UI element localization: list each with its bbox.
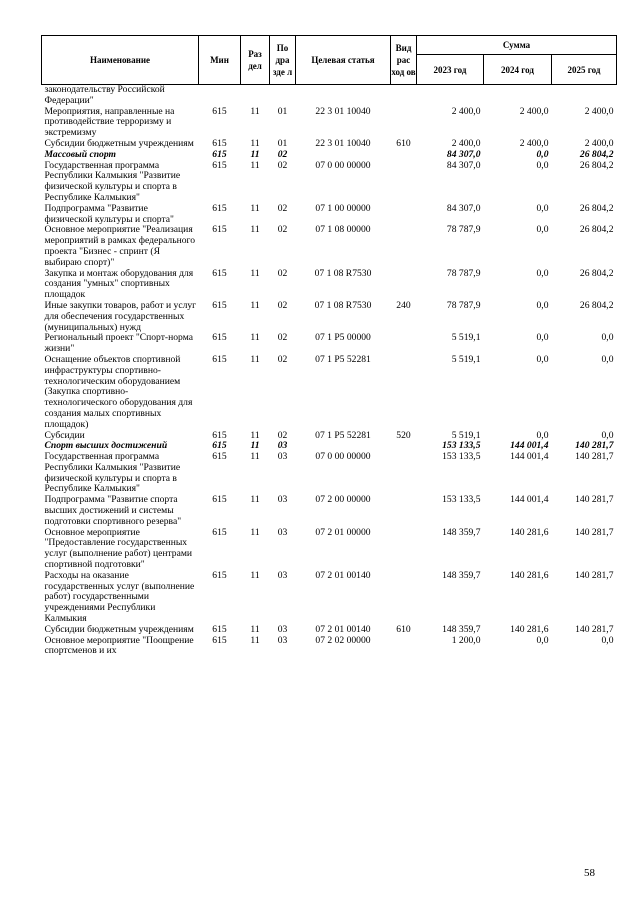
- row-podrazdel: 02: [277, 148, 288, 160]
- row-razdel: 11: [250, 332, 260, 344]
- row-podrazdel: 02: [277, 224, 288, 236]
- row-sum-2024: 0,0: [536, 429, 549, 441]
- row-vid: [391, 269, 417, 301]
- row-sum-2024: 0,0: [536, 159, 549, 171]
- row-target: 07 1 P5 52281: [315, 429, 371, 441]
- row-min: 615: [212, 451, 227, 463]
- row-vid: 240: [396, 299, 411, 311]
- row-sum-2025: 26 804,2: [579, 299, 614, 311]
- row-sum-2023: 2 400,0: [451, 105, 481, 117]
- row-sum-2025: 2 400,0: [584, 137, 614, 149]
- row-sum-2025: 26 804,2: [579, 224, 614, 236]
- row-razdel: 11: [250, 137, 260, 149]
- row-sum-2025: 0,0: [601, 429, 614, 441]
- row-sum-2023: 5 519,1: [451, 332, 481, 344]
- row-sum-2024: 0,0: [536, 332, 549, 344]
- row-target: 07 2 02 00000: [315, 634, 371, 646]
- row-podrazdel: 03: [277, 494, 288, 506]
- row-min: 615: [212, 105, 227, 117]
- row-min: 615: [212, 634, 227, 646]
- row-min: 615: [212, 353, 227, 365]
- row-name: законодательству Российской Федерации": [44, 84, 165, 106]
- row-min: 615: [212, 332, 227, 344]
- row-sum-2023: 5 519,1: [451, 429, 481, 441]
- row-sum-2023: 84 307,0: [446, 148, 481, 160]
- row-razdel: 11: [250, 569, 260, 581]
- row-sum-2023: 84 307,0: [446, 159, 481, 171]
- row-sum-2025: 26 804,2: [579, 202, 614, 214]
- table-row: [42, 333, 617, 355]
- row-target: 07 1 P5 00000: [315, 332, 371, 344]
- row-target: 22 3 01 10040: [315, 137, 371, 149]
- header-year-2023: 2023 год: [417, 55, 484, 85]
- row-podrazdel: 02: [277, 299, 288, 311]
- row-razdel: 11: [250, 451, 260, 463]
- row-razdel: 11: [250, 148, 260, 160]
- row-name: Субсидии бюджетным учреждениям: [44, 137, 194, 149]
- row-vid: 520: [396, 429, 411, 441]
- row-sum-2025: 0,0: [601, 332, 614, 344]
- row-name: Иные закупки товаров, работ и услуг для обеспечения государственных (муниципальных) нужд: [44, 299, 197, 333]
- row-sum-2023: 78 787,9: [446, 299, 481, 311]
- row-min: 615: [212, 429, 227, 441]
- row-vid: 610: [396, 623, 411, 635]
- row-sum-2023: 148 359,7: [442, 526, 481, 538]
- row-vid: [391, 107, 417, 139]
- row-target: 07 2 00 00000: [315, 494, 371, 506]
- row-target: [296, 150, 391, 161]
- row-razdel: 11: [250, 440, 260, 452]
- table-row: [42, 528, 617, 571]
- table-row: [42, 269, 617, 301]
- row-vid: [391, 452, 417, 495]
- row-target: 07 1 00 00000: [315, 202, 371, 214]
- row-podrazdel: 03: [277, 623, 288, 635]
- row-min: 615: [212, 623, 227, 635]
- header-target: Целевая статья: [296, 36, 391, 85]
- row-sum-2023: 5 519,1: [451, 353, 481, 365]
- table-row: [42, 355, 617, 431]
- header-vid: Вид рас ход ов: [391, 36, 417, 85]
- row-min: 615: [212, 299, 227, 311]
- table-body: [42, 85, 617, 658]
- row-sum-2024: 0,0: [536, 224, 549, 236]
- row-podrazdel: 02: [277, 159, 288, 171]
- row-sum-2025: 140 281,7: [575, 451, 614, 463]
- row-razdel: 11: [250, 353, 260, 365]
- row-sum-2023: 153 133,5: [442, 451, 481, 463]
- row-min: 615: [212, 224, 227, 236]
- row-vid: 610: [396, 137, 411, 149]
- row-name: Субсидии бюджетным учреждениям: [44, 623, 194, 635]
- row-sum-2023: 2 400,0: [451, 137, 481, 149]
- row-min: 615: [212, 148, 227, 160]
- row-sum-2024: 144 001,4: [510, 451, 549, 463]
- row-name: Основное мероприятие "Поощрение спортсменов и их: [44, 634, 194, 657]
- row-target: [296, 85, 391, 107]
- row-sum-2024: 140 281,6: [510, 623, 549, 635]
- row-vid: [391, 636, 417, 658]
- header-min: Мин: [199, 36, 241, 85]
- row-target: 07 0 00 00000: [315, 159, 371, 171]
- row-target: 07 2 01 00140: [315, 623, 371, 635]
- row-sum-2024: 0,0: [536, 148, 549, 160]
- row-min: 615: [212, 159, 227, 171]
- row-target: 07 1 08 R7530: [314, 299, 372, 311]
- row-podrazdel: 02: [277, 332, 288, 344]
- row-name: Государственная программа Республики Калмыкия "Развитие физической культуры и спорта в Республике Калмыкия": [44, 159, 181, 203]
- row-sum-2025: 140 281,7: [575, 569, 614, 581]
- row-name: Основное мероприятие "Предоставление государственных услуг (выполнение работ) центрами спортивной подготовки": [44, 526, 193, 571]
- row-vid: [391, 571, 417, 625]
- row-sum-2025: 140 281,7: [575, 440, 614, 452]
- row-razdel: 11: [250, 299, 260, 311]
- row-vid: [391, 441, 417, 452]
- row-min: [199, 85, 241, 107]
- row-sum-2023: 153 133,5: [442, 494, 481, 506]
- row-razdel: 11: [250, 494, 260, 506]
- row-razdel: 11: [250, 224, 260, 236]
- row-target: 07 2 01 00000: [315, 526, 371, 538]
- row-target: 22 3 01 10040: [315, 105, 371, 117]
- section-row: [42, 150, 617, 161]
- row-min: 615: [212, 202, 227, 214]
- table-row: [42, 85, 617, 107]
- row-razdel: 11: [250, 623, 260, 635]
- row-vid: [391, 333, 417, 355]
- row-target: 07 1 08 R7530: [314, 267, 372, 279]
- row-sum-2023: 78 787,9: [446, 267, 481, 279]
- budget-table: [41, 35, 617, 657]
- row-min: 615: [212, 440, 227, 452]
- row-razdel: 11: [250, 159, 260, 171]
- row-sum-2024: 0,0: [536, 353, 549, 365]
- row-vid: [391, 150, 417, 161]
- row-name: Подпрограмма "Развитие физической культуры и спорта": [44, 202, 174, 225]
- row-target: 07 0 00 00000: [315, 451, 371, 463]
- table-row: [42, 139, 617, 150]
- row-target: 07 1 P5 52281: [315, 353, 371, 365]
- row-sum-2024: 140 281,6: [510, 526, 549, 538]
- row-name: Мероприятия, направленные на противодействие терроризму и экстремизму: [44, 105, 175, 139]
- row-sum-2024: 0,0: [536, 634, 549, 646]
- table-row: [42, 571, 617, 625]
- table-row: [42, 636, 617, 658]
- row-sum-2023: 148 359,7: [442, 569, 481, 581]
- header-razdel: Раз дел: [241, 36, 270, 85]
- row-sum-2025: 140 281,7: [575, 623, 614, 635]
- row-sum-2025: 140 281,7: [575, 526, 614, 538]
- row-name: Основное мероприятие "Реализация мероприятий в рамках федерального проекта "Бизнес - спринт (Я выбираю спорт)": [44, 224, 195, 268]
- row-sum-2023: 148 359,7: [442, 623, 481, 635]
- row-min: 615: [212, 267, 227, 279]
- budget-document: [41, 35, 616, 657]
- row-sum-2025: 26 804,2: [579, 159, 614, 171]
- row-target: 07 2 01 00140: [315, 569, 371, 581]
- header-year-2024: 2024 год: [484, 55, 552, 85]
- row-sum-2025: 26 804,2: [579, 267, 614, 279]
- row-name: Субсидии: [44, 429, 85, 441]
- row-sum-2025: 2 400,0: [584, 105, 614, 117]
- row-sum-2023: 84 307,0: [446, 202, 481, 214]
- row-sum-2025: 0,0: [601, 634, 614, 646]
- row-razdel: 11: [250, 634, 260, 646]
- row-sum-2025: [552, 85, 617, 107]
- row-name: Массовый спорт: [44, 148, 116, 160]
- row-name: Закупка и монтаж оборудования для создания "умных" спортивных площадок: [44, 267, 194, 301]
- row-sum-2024: 144 001,4: [510, 494, 549, 506]
- row-min: 615: [212, 526, 227, 538]
- row-min: 615: [212, 569, 227, 581]
- header-name: Наименование: [42, 36, 199, 85]
- row-vid: [391, 161, 417, 204]
- table-row: [42, 225, 617, 268]
- row-sum-2023: 1 200,0: [451, 634, 481, 646]
- row-sum-2024: 144 001,4: [510, 440, 549, 452]
- row-podrazdel: 03: [277, 451, 288, 463]
- row-razdel: 11: [250, 202, 260, 214]
- row-vid: [391, 225, 417, 268]
- header-podrazdel: По дра зде л: [270, 36, 296, 85]
- row-sum-2024: 0,0: [536, 299, 549, 311]
- row-podrazdel: 01: [277, 105, 288, 117]
- table-header: [42, 36, 617, 85]
- row-sum-2024: 0,0: [536, 202, 549, 214]
- row-vid: [391, 495, 417, 527]
- row-name: Спорт высших достижений: [44, 440, 168, 452]
- row-sum-2023: [417, 85, 484, 107]
- row-sum-2023: 78 787,9: [446, 224, 481, 236]
- header-year-2025: 2025 год: [552, 55, 617, 85]
- table-row: [42, 204, 617, 226]
- row-sum-2025: 0,0: [601, 353, 614, 365]
- table-row: [42, 495, 617, 527]
- row-podrazdel: 03: [277, 634, 288, 646]
- row-podrazdel: 03: [277, 440, 288, 452]
- row-sum-2025: 140 281,7: [575, 494, 614, 506]
- row-sum-2024: 2 400,0: [519, 105, 549, 117]
- table-row: [42, 161, 617, 204]
- row-razdel: 11: [250, 267, 260, 279]
- row-razdel: 11: [250, 105, 260, 117]
- row-sum-2025: 26 804,2: [579, 148, 614, 160]
- row-podrazdel: 02: [277, 429, 288, 441]
- row-razdel: 11: [250, 429, 260, 441]
- table-row: [42, 452, 617, 495]
- row-name: Подпрограмма "Развитие спорта высших достижений и системы подготовки спортивного резерва": [44, 494, 182, 527]
- row-min: 615: [212, 137, 227, 149]
- row-name: Оснащение объектов спортивной инфраструктуры спортивно-технологическим оборудованием (Закупка спортивно-технологического оборудования для создания малых спортивных площадок): [44, 353, 193, 430]
- row-vid: [391, 204, 417, 226]
- row-podrazdel: 02: [277, 353, 288, 365]
- row-podrazdel: 03: [277, 569, 288, 581]
- row-podrazdel: 01: [277, 137, 288, 149]
- row-podrazdel: 02: [277, 267, 288, 279]
- row-sum-2023: 153 133,5: [442, 440, 481, 452]
- row-sum-2024: 140 281,6: [510, 569, 549, 581]
- table-row: [42, 107, 617, 139]
- row-sum-2024: [484, 85, 552, 107]
- row-min: 615: [212, 494, 227, 506]
- row-name: Государственная программа Республики Калмыкия "Развитие физической культуры и спорта в Республике Калмыкия": [44, 451, 181, 495]
- row-podrazdel: [270, 85, 296, 107]
- row-podrazdel: 03: [277, 526, 288, 538]
- row-target: 07 1 08 00000: [315, 224, 371, 236]
- row-vid: [391, 528, 417, 571]
- row-sum-2024: 0,0: [536, 267, 549, 279]
- table-row: [42, 301, 617, 333]
- row-vid: [391, 355, 417, 431]
- row-vid: [391, 85, 417, 107]
- row-name: Региональный проект "Спорт-норма жизни": [44, 332, 193, 355]
- page-number: 58: [584, 867, 595, 879]
- row-razdel: 11: [250, 526, 260, 538]
- row-razdel: [241, 85, 270, 107]
- row-podrazdel: 02: [277, 202, 288, 214]
- row-sum-2024: 2 400,0: [519, 137, 549, 149]
- row-name: Расходы на оказание государственных услуг (выполнение работ) государственными учреждениями Республики Калмыкия: [44, 569, 195, 625]
- header-summa: Сумма: [417, 36, 617, 55]
